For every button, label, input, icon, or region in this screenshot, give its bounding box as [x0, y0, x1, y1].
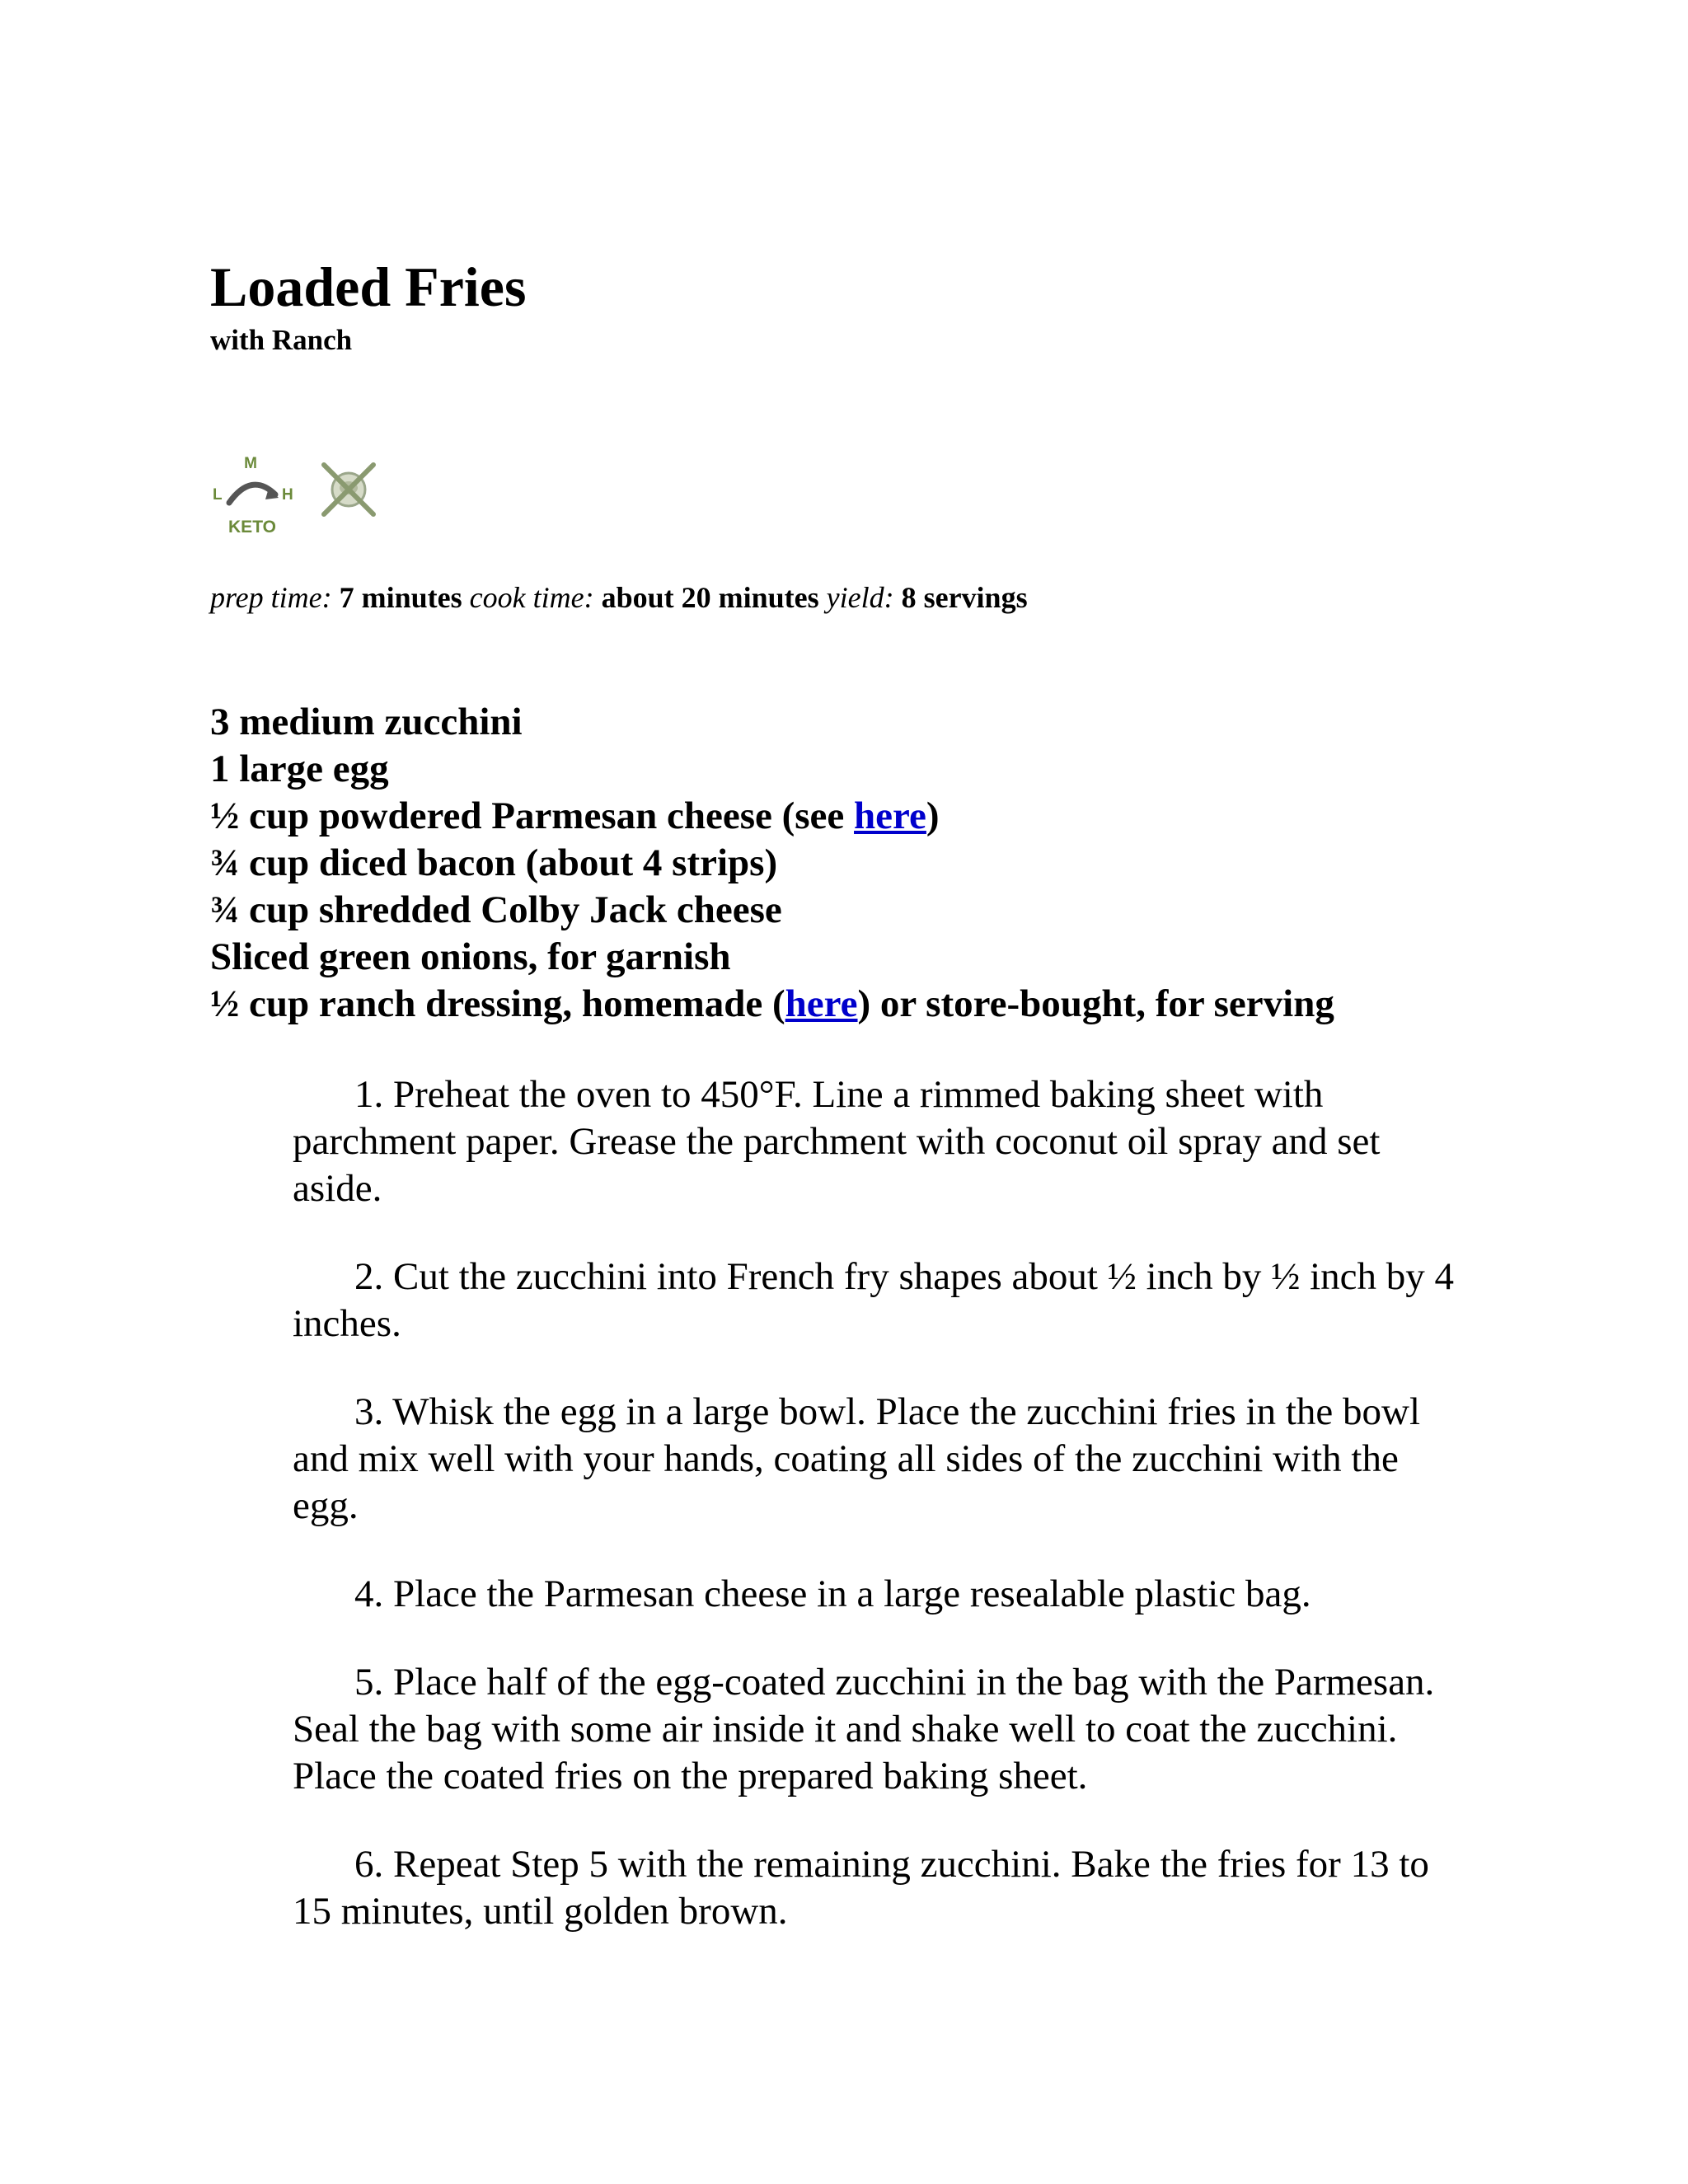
yield-label: yield: — [826, 581, 894, 614]
ingredient-item: 1 large egg — [210, 748, 389, 790]
ranch-recipe-link[interactable]: here — [785, 982, 858, 1025]
ingredient-item: ¾ cup shredded Colby Jack cheese — [210, 888, 782, 931]
cook-time-label: cook time: — [469, 581, 594, 614]
ingredient-text: ) or store-bought, for serving — [857, 982, 1334, 1025]
ingredient-item — [210, 981, 1334, 1028]
crossed-out-icon — [317, 458, 380, 521]
instruction-step-5: 5. Place half of the egg-coated zucchini in the bag with the Parmesan. Seal the bag with some air inside it and shake well to coat the zucchini. Place the coated fries on the prepared baking sheet. — [293, 1661, 1435, 1797]
instruction-step-2: 2. Cut the zucchini into French fry shapes about ½ inch by ½ inch by 4 inches. — [293, 1255, 1455, 1345]
ingredient-text: ) — [926, 794, 940, 837]
recipe-meta — [210, 579, 1028, 616]
parmesan-recipe-link[interactable]: here — [854, 794, 926, 837]
keto-meter-label: KETO — [228, 518, 276, 537]
ingredient-item: ¾ cup diced bacon (about 4 strips) — [210, 841, 778, 884]
ingredient-text: ½ cup powdered Parmesan cheese (see — [210, 794, 855, 837]
keto-meter-icon — [206, 452, 303, 542]
instruction-step-3: 3. Whisk the egg in a large bowl. Place the zucchini fries in the bowl and mix well with your hands, coating all sides of the zucchini with the egg. — [293, 1390, 1421, 1527]
instruction-step-4: 4. Place the Parmesan cheese in a large resealable plastic bag. — [354, 1572, 1311, 1615]
ingredient-list — [210, 699, 1334, 1028]
instruction-step-1: 1. Preheat the oven to 450°F. Line a rimmed baking sheet with parchment paper. Grease the parchment with coconut oil spray and set aside. — [293, 1073, 1381, 1210]
keto-meter-low-letter: L — [213, 486, 223, 504]
yield-value: 8 servings — [901, 581, 1028, 614]
prep-time-label: prep time: — [210, 581, 332, 614]
keto-meter-high-letter: H — [282, 486, 293, 504]
ingredient-text: ½ cup ranch dressing, homemade ( — [210, 982, 785, 1025]
ingredient-item — [210, 793, 1334, 840]
keto-meter-medium-letter: M — [244, 455, 257, 472]
instruction-step-6: 6. Repeat Step 5 with the remaining zucchini. Bake the fries for 13 to 15 minutes, until golden brown. — [293, 1843, 1429, 1933]
cook-time-value: about 20 minutes — [601, 581, 819, 614]
instruction-steps — [293, 1071, 1463, 1976]
recipe-subtitle: with Ranch — [210, 324, 353, 356]
ingredient-item: 3 medium zucchini — [210, 701, 523, 743]
prep-time-value: 7 minutes — [339, 581, 462, 614]
recipe-title: Loaded Fries — [210, 255, 527, 318]
ingredient-item: Sliced green onions, for garnish — [210, 935, 731, 978]
